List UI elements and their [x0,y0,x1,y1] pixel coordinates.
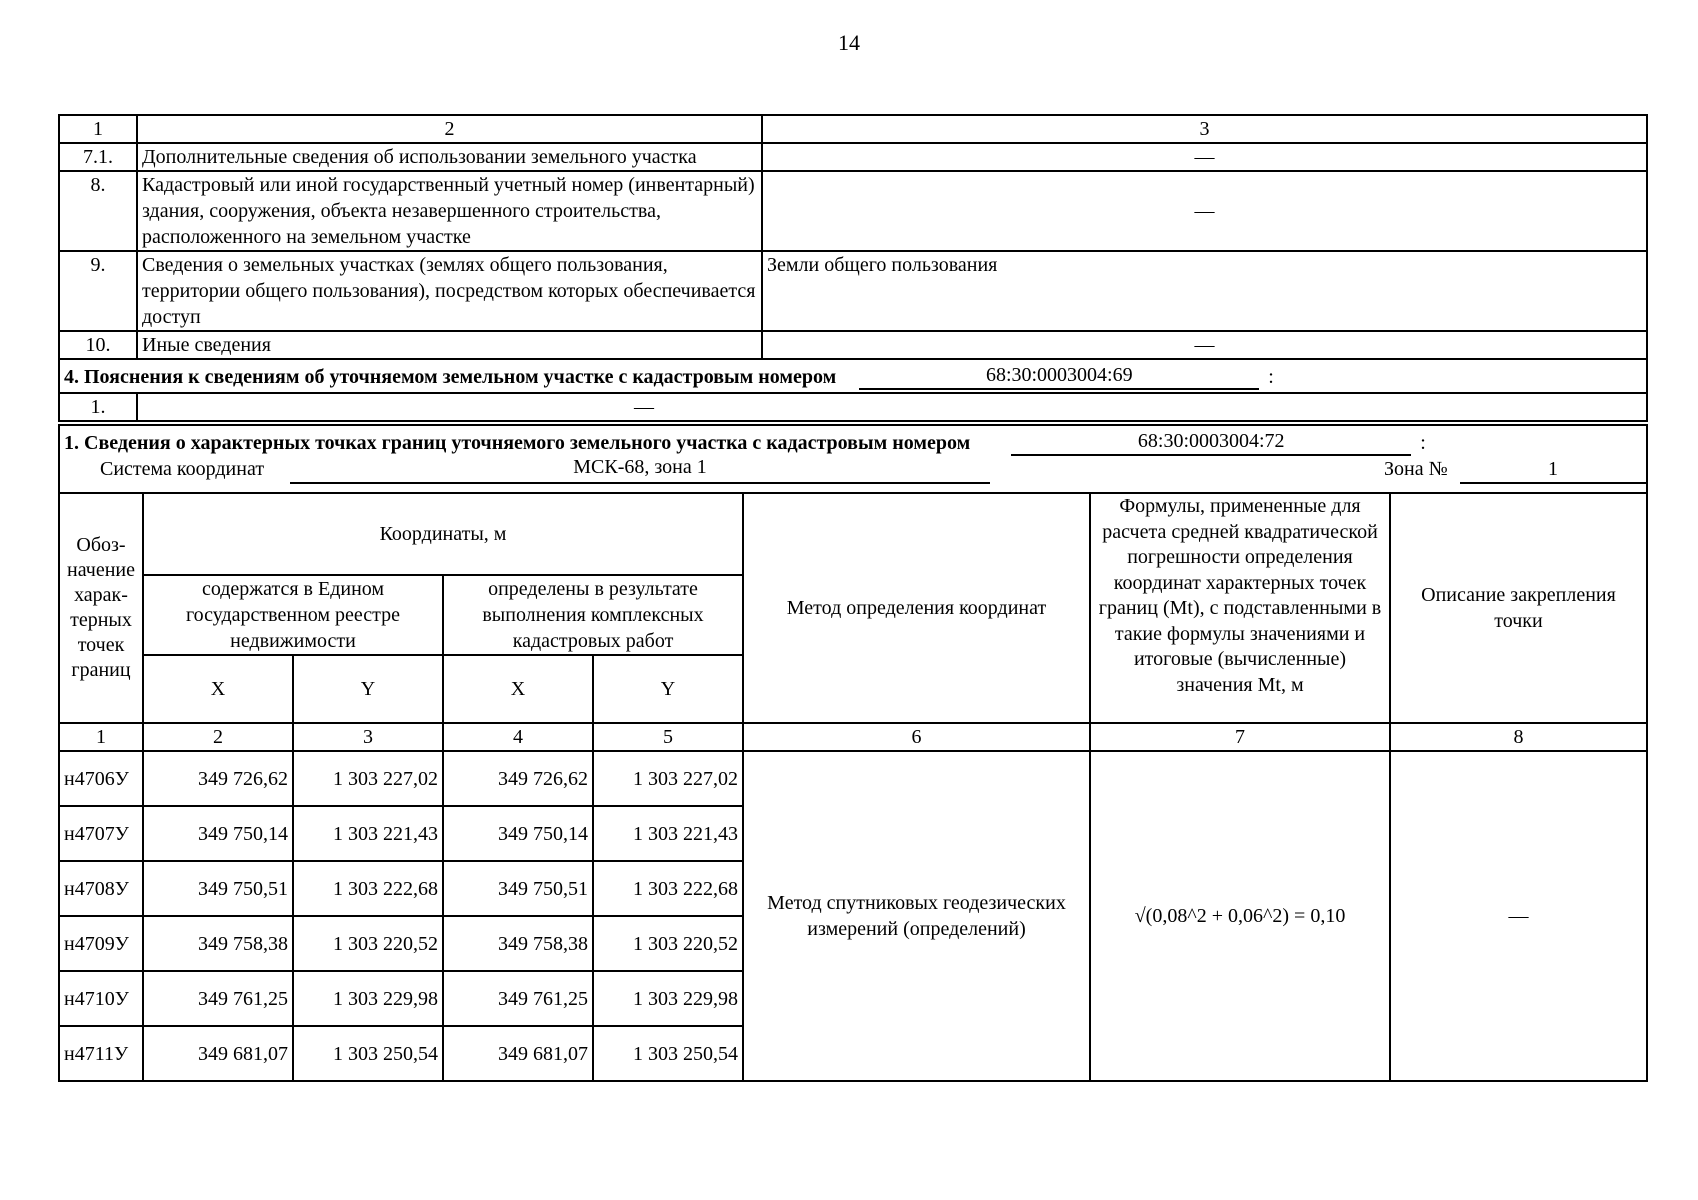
col-number-6: 6 [743,723,1090,751]
point-name: н4706У [59,751,143,806]
row-number: 10. [59,331,137,359]
y-kkr: 1 303 227,02 [593,751,743,806]
page-number: 14 [838,30,860,55]
boundary-points-table [58,424,1648,1082]
row-label: Иные сведения [137,331,762,359]
header-col-2: 2 [137,115,762,143]
header-x1: X [143,655,293,723]
x-egrn: 349 726,62 [143,751,293,806]
col-number-8: 8 [1390,723,1647,751]
row-number: 8. [59,171,137,251]
y-egrn: 1 303 250,54 [293,1026,443,1081]
y-kkr: 1 303 222,68 [593,861,743,916]
table-row [59,393,1647,421]
table-row [59,143,1647,171]
section-1-colon: : [1420,432,1426,454]
y-egrn: 1 303 222,68 [293,861,443,916]
header-egrn: содержатся в Едином государственном реестре недвижимости [143,575,443,655]
header-y1: Y [293,655,443,723]
table-row [59,171,1647,251]
row-number: 1. [59,393,137,421]
row-number: 7.1. [59,143,137,171]
x-egrn: 349 681,07 [143,1026,293,1081]
y-kkr: 1 303 229,98 [593,971,743,1026]
y-egrn: 1 303 229,98 [293,971,443,1026]
column-header-row [59,493,1647,575]
row-value: — [762,143,1647,171]
zone-value: 1 [1460,456,1646,484]
header-coordinates: Координаты, м [143,493,743,575]
header-fixing: Описание закрепления точки [1390,493,1647,723]
document-body [58,114,1648,1082]
method-value: Метод спутниковых геодезических измерений (определений) [743,751,1090,1081]
formula-value: √(0,08^2 + 0,06^2) = 0,10 [1090,751,1390,1081]
x-kkr: 349 750,14 [443,806,593,861]
header-col-3: 3 [762,115,1647,143]
y-kkr: 1 303 250,54 [593,1026,743,1081]
x-kkr: 349 758,38 [443,916,593,971]
zone-label: Зона № [1384,458,1448,480]
header-col-1: 1 [59,115,137,143]
y-egrn: 1 303 221,43 [293,806,443,861]
x-kkr: 349 726,62 [443,751,593,806]
y-kkr: 1 303 220,52 [593,916,743,971]
y-kkr: 1 303 221,43 [593,806,743,861]
section-1-cadastral-number: 68:30:0003004:72 [1011,428,1411,456]
col-number-5: 5 [593,723,743,751]
col-number-4: 4 [443,723,593,751]
section-1-header [59,425,1647,493]
coord-system-label: Система координат [100,458,265,480]
x-kkr: 349 761,25 [443,971,593,1026]
section-4-cadastral-number: 68:30:0003004:69 [859,362,1259,390]
table-row [59,331,1647,359]
fixing-value: — [1390,751,1647,1081]
row-label: Дополнительные сведения об использовании земельного участка [137,143,762,171]
row-value: — [762,171,1647,251]
table-row [59,251,1647,331]
col-number-2: 2 [143,723,293,751]
x-kkr: 349 681,07 [443,1026,593,1081]
x-egrn: 349 761,25 [143,971,293,1026]
land-info-table [58,114,1648,422]
x-egrn: 349 750,14 [143,806,293,861]
row-value-text: — [634,396,654,418]
point-name: н4708У [59,861,143,916]
row-value [137,393,1647,421]
column-number-row [59,723,1647,751]
table-header-row [59,115,1647,143]
col-number-3: 3 [293,723,443,751]
row-number: 9. [59,251,137,331]
x-egrn: 349 758,38 [143,916,293,971]
y-egrn: 1 303 220,52 [293,916,443,971]
table-row [59,751,1647,806]
row-label: Сведения о земельных участках (землях общего пользования, территории общего пользования), посредством которых обеспечивается доступ [137,251,762,331]
y-egrn: 1 303 227,02 [293,751,443,806]
row-label: Кадастровый или иной государственный учетный номер (инвентарный) здания, сооружения, объекта незавершенного строительства, расположенного на земельном участке [137,171,762,251]
header-point-designation: Обоз-начение харак-терных точек границ [59,493,143,723]
header-y2: Y [593,655,743,723]
point-name: н4711У [59,1026,143,1081]
section-1-title: 1. Сведения о характерных точках границ уточняемого земельного участка с кадастровым номером [64,432,971,454]
point-name: н4709У [59,916,143,971]
section-4-colon: : [1268,366,1274,388]
header-method: Метод определения координат [743,493,1090,723]
header-formulas: Формулы, примененные для расчета средней квадратической погрешности определения координат характерных точек границ (Mt), с подставленными в такие формулы значениями и итоговые (вычисленные) значения Mt, м [1090,493,1390,723]
coord-system-value: МСК-68, зона 1 [290,456,990,484]
section-4-header [59,359,1647,393]
col-number-1: 1 [59,723,143,751]
col-number-7: 7 [1090,723,1390,751]
header-kkr: определены в результате выполнения комплексных кадастровых работ [443,575,743,655]
point-name: н4710У [59,971,143,1026]
row-value: — [762,331,1647,359]
x-kkr: 349 750,51 [443,861,593,916]
point-name: н4707У [59,806,143,861]
row-value: Земли общего пользования [762,251,1647,331]
x-egrn: 349 750,51 [143,861,293,916]
section-4-title: 4. Пояснения к сведениям об уточняемом земельном участке с кадастровым номером [64,366,837,388]
header-x2: X [443,655,593,723]
